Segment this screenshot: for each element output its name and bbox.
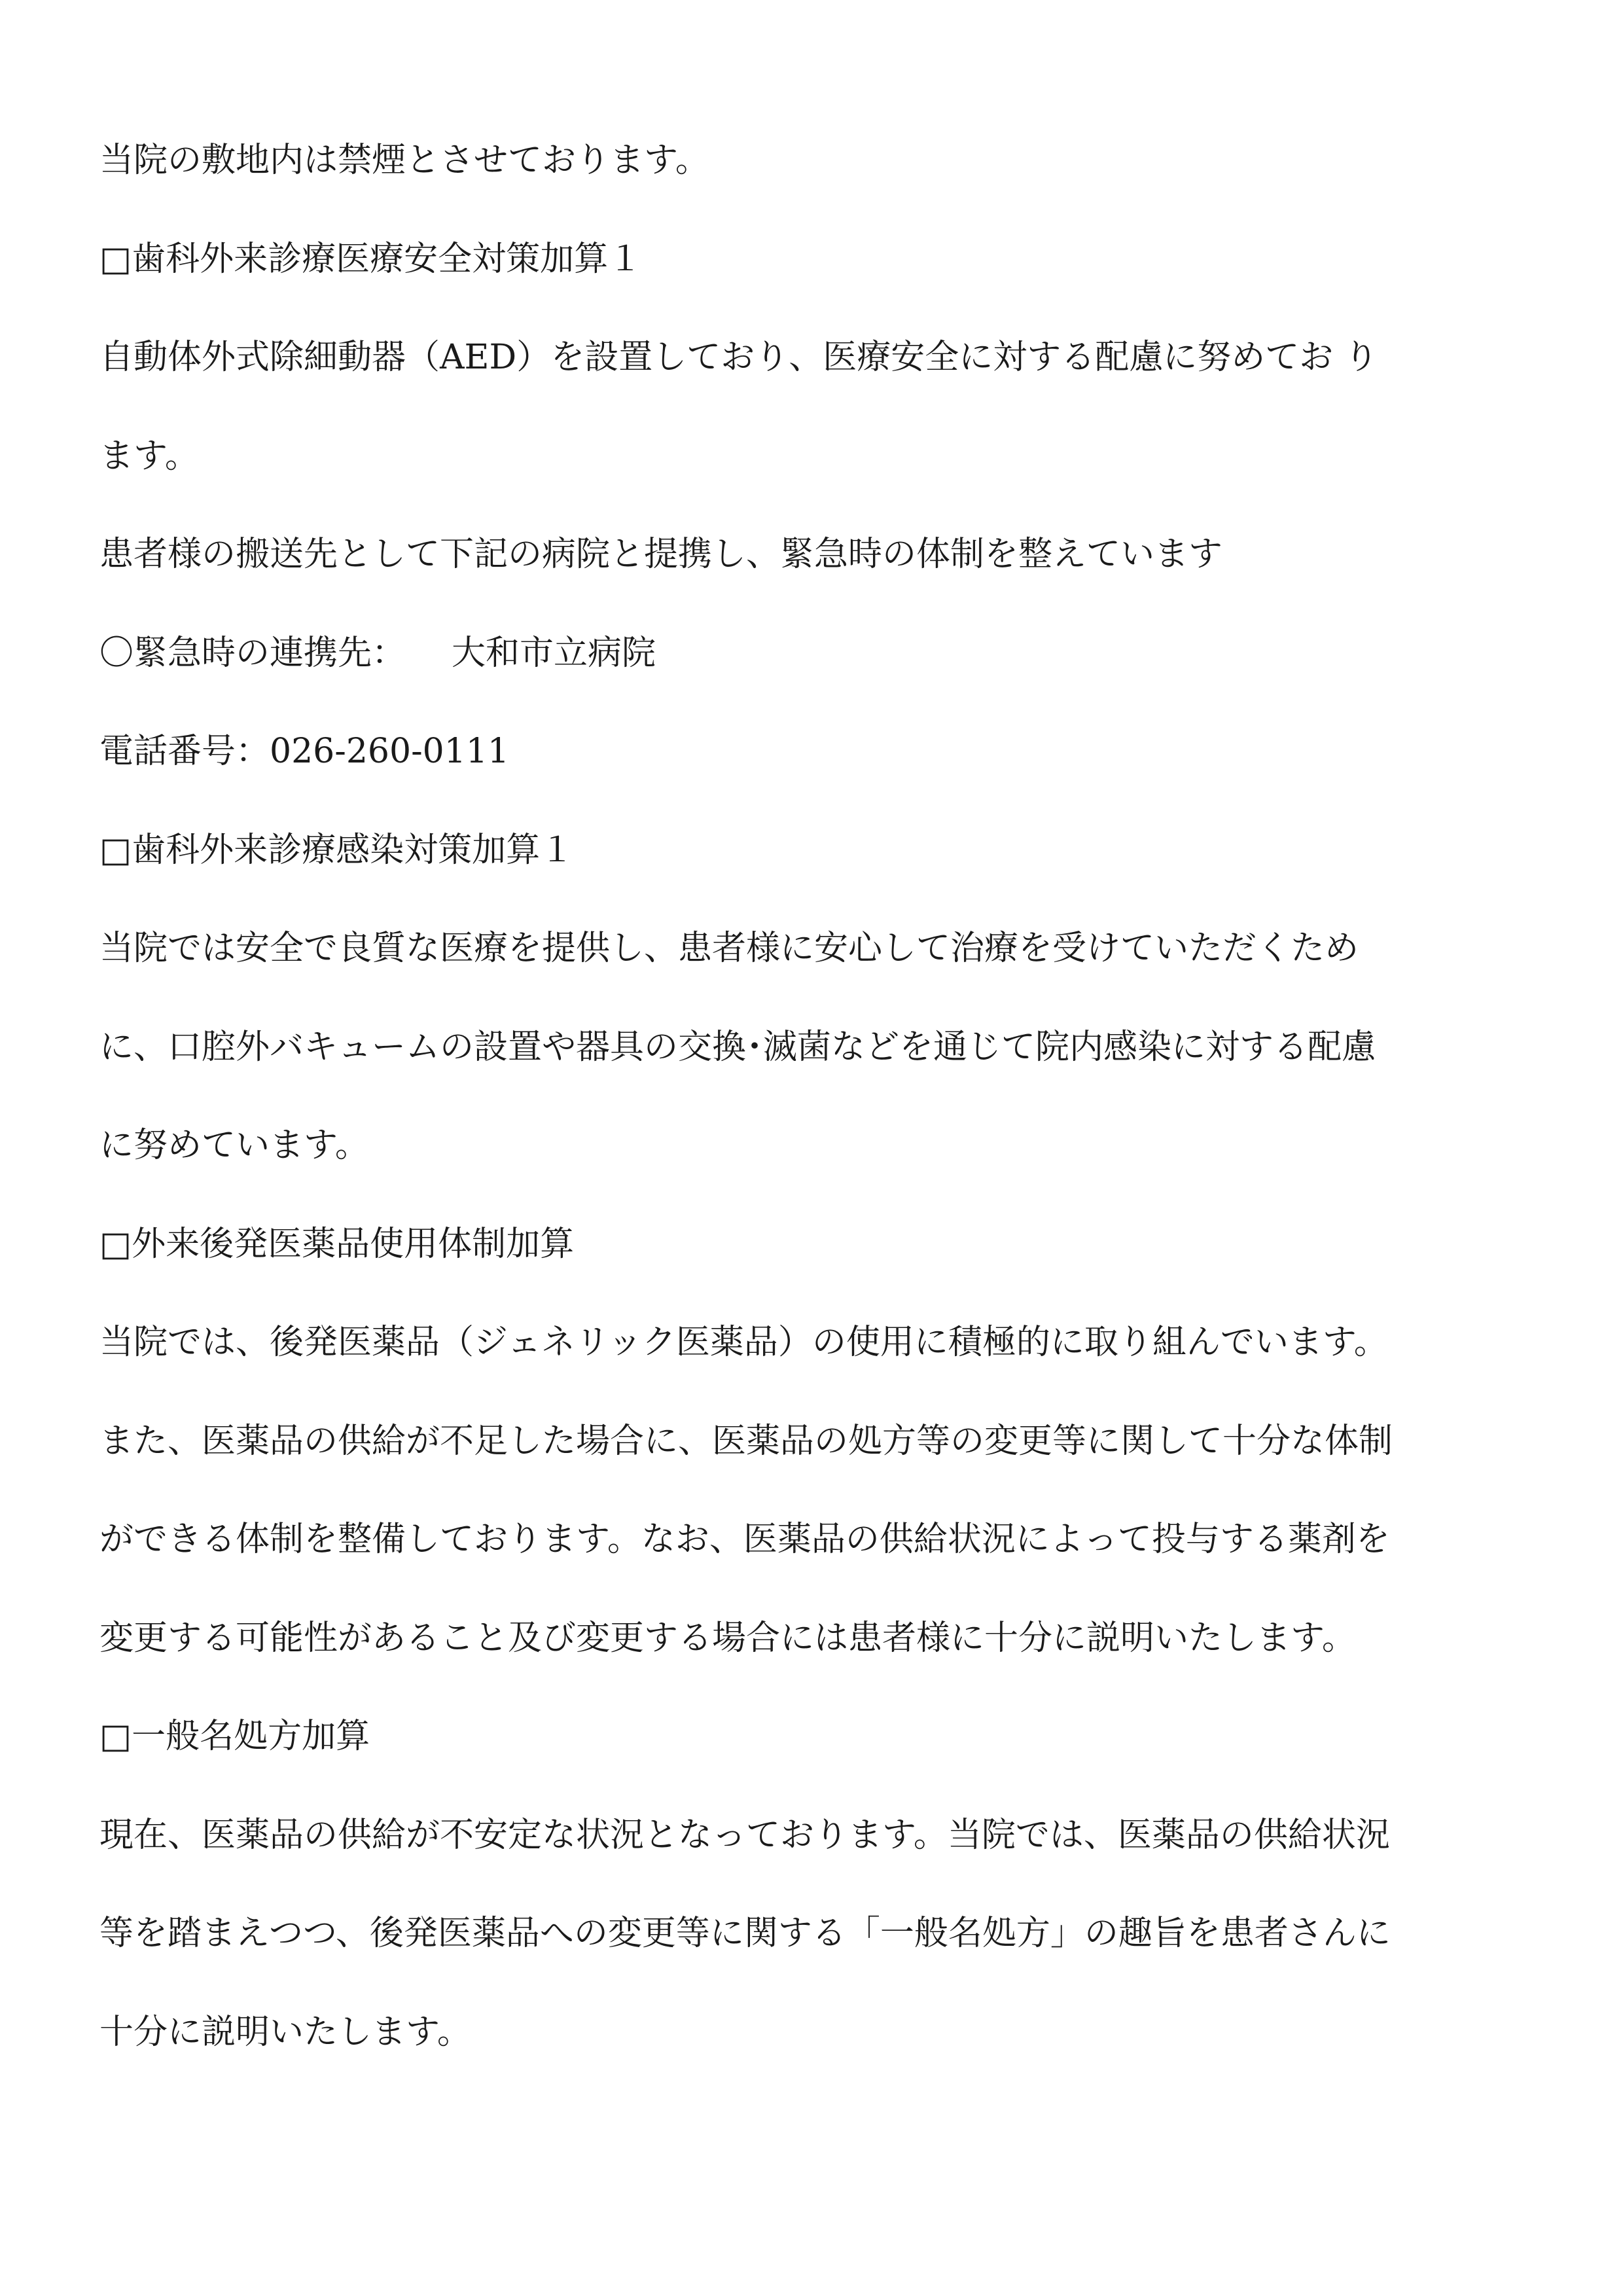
emergency-contact-label: 〇緊急時の連携先： bbox=[99, 633, 406, 673]
transfer-paragraph: 患者様の搬送先として下記の病院と提携し、緊急時の体制を整えています bbox=[99, 535, 1223, 574]
safety-paragraph-line-2: ます。 bbox=[99, 436, 199, 476]
emergency-contact bbox=[99, 604, 1533, 703]
section-heading-safety: □歯科外来診療医療安全対策加算１ bbox=[99, 239, 643, 279]
generic-name-paragraph-line-1: 現在、医薬品の供給が不安定な状況となっております。当院では、医薬品の供給状況 bbox=[99, 1815, 1390, 1855]
emergency-hospital-name: 大和市立病院 bbox=[452, 633, 656, 673]
section-heading-generic-drugs: □外来後発医薬品使用体制加算 bbox=[99, 1224, 575, 1264]
phone-number: 電話番号：026-260-0111 bbox=[99, 732, 509, 771]
generic-name-paragraph-line-3: 十分に説明いたします。 bbox=[99, 2012, 471, 2052]
smoking-notice: 当院の敷地内は禁煙とさせております。 bbox=[99, 141, 709, 180]
infection-paragraph-line-2: に、口腔外バキュームの設置や器具の交換･滅菌などを通じて院内感染に対する配慮 bbox=[99, 1027, 1376, 1067]
generic-drugs-paragraph-line-1: 当院では、後発医薬品（ジェネリック医薬品）の使用に積極的に取り組んでいます。 bbox=[99, 1323, 1388, 1362]
safety-paragraph-line-1: 自動体外式除細動器（AED）を設置しており、医療安全に対する配慮に努めてお り bbox=[99, 338, 1378, 377]
generic-name-paragraph-line-2: 等を踏まえつつ、後発医薬品への変更等に関する「一般名処方」の趣旨を患者さんに bbox=[99, 1914, 1391, 1953]
generic-drugs-paragraph-line-3: ができる体制を整備しております。なお、医薬品の供給状況によって投与する薬剤を bbox=[99, 1520, 1390, 1559]
generic-drugs-paragraph-line-2: また、医薬品の供給が不足した場合に、医薬品の処方等の変更等に関して十分な体制 bbox=[99, 1421, 1393, 1461]
generic-drugs-paragraph-line-4: 変更する可能性があること及び変更する場合には患者様に十分に説明いたします。 bbox=[99, 1618, 1356, 1658]
section-heading-generic-name-prescription: □一般名処方加算 bbox=[99, 1717, 370, 1756]
infection-paragraph-line-3: に努めています。 bbox=[99, 1126, 369, 1165]
section-heading-infection: □歯科外来診療感染対策加算１ bbox=[99, 830, 575, 870]
infection-paragraph-line-1: 当院では安全で良質な医療を提供し、患者様に安心して治療を受けていただくため bbox=[99, 929, 1359, 968]
document-body bbox=[99, 111, 1533, 2081]
